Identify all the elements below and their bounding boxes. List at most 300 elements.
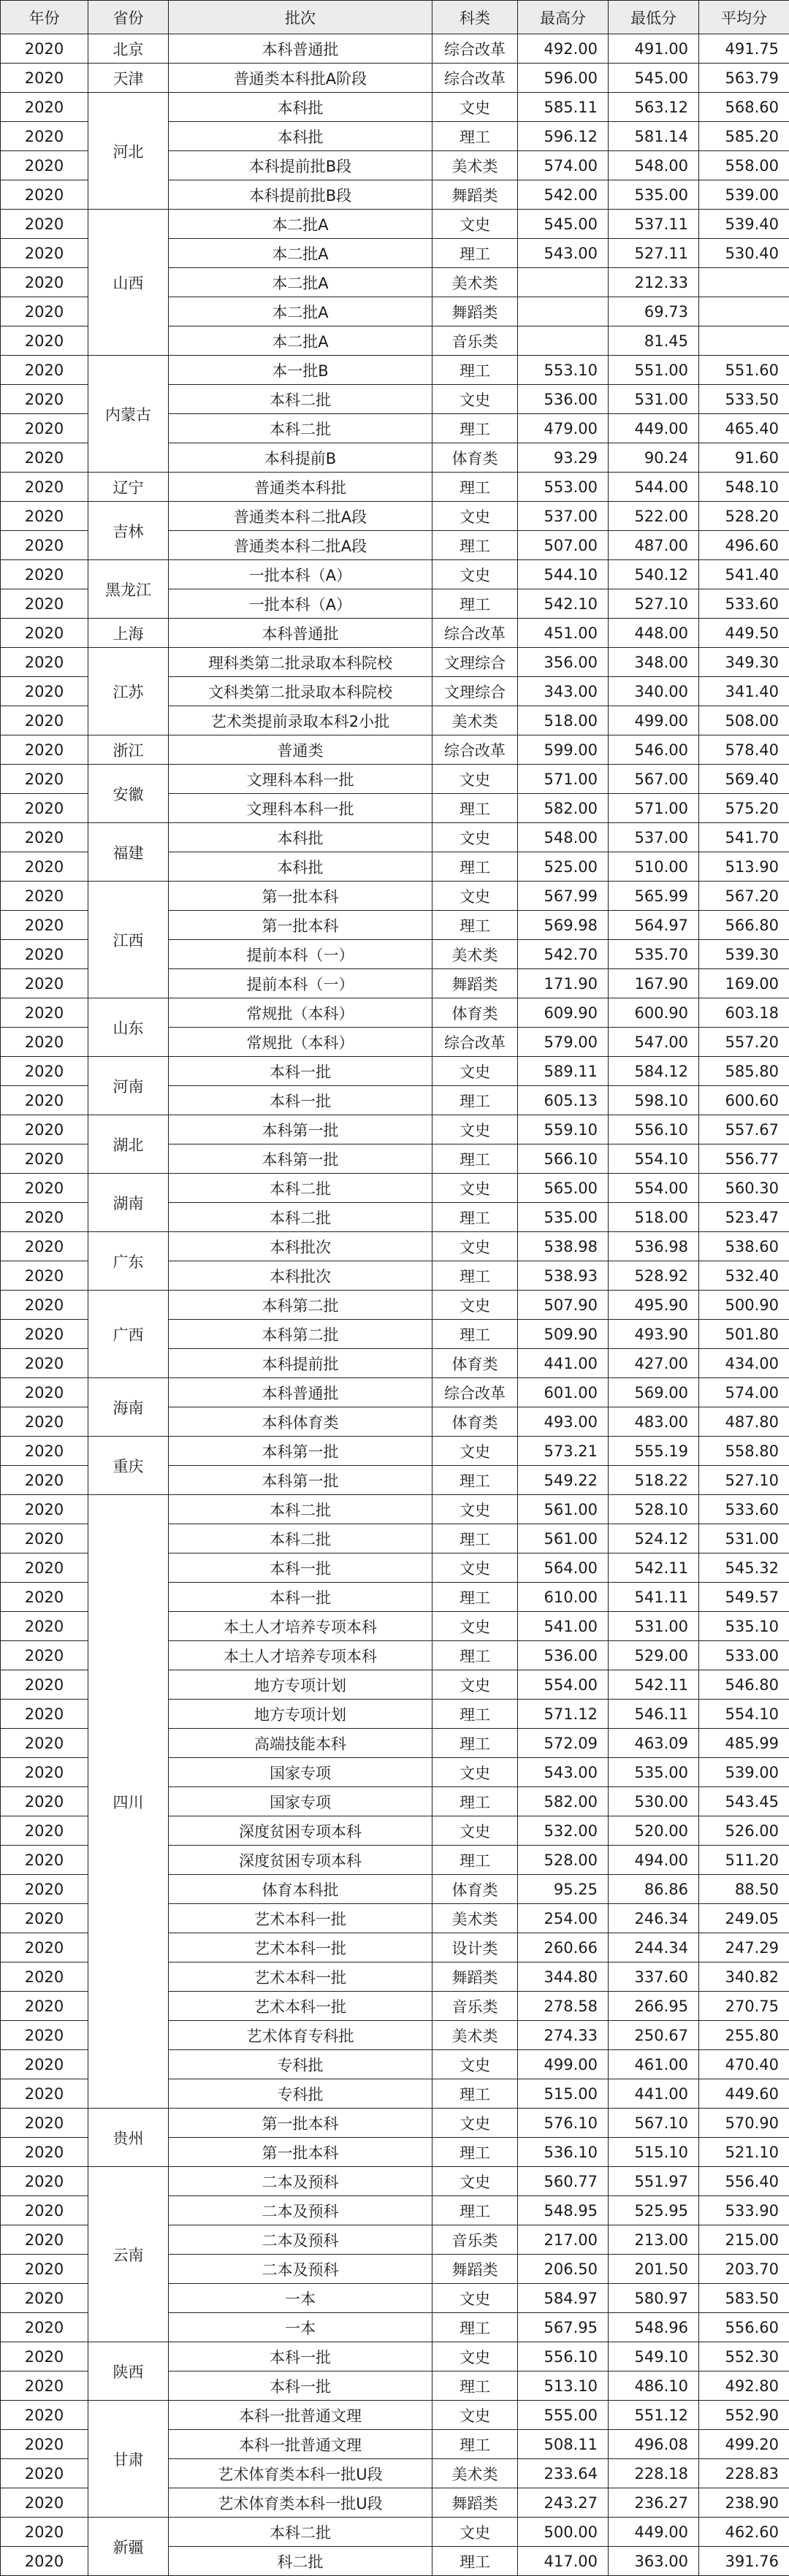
category-cell: 理工	[432, 1320, 518, 1349]
batch-cell: 本科一批	[169, 1583, 432, 1612]
avg-score-cell: 574.00	[699, 1378, 789, 1407]
category-cell: 文史	[432, 1670, 518, 1700]
province-cell: 海南	[88, 1378, 169, 1437]
avg-score-cell: 585.20	[699, 122, 789, 151]
category-cell: 文史	[432, 2284, 518, 2313]
min-score-cell: 529.00	[609, 1641, 699, 1670]
max-score-cell: 500.00	[518, 2518, 609, 2547]
province-cell: 北京	[88, 34, 169, 64]
min-score-cell: 167.90	[609, 969, 699, 998]
batch-cell: 二本及预科	[169, 2167, 432, 2196]
year-cell: 2020	[1, 1875, 88, 1904]
category-cell: 理工	[432, 1261, 518, 1291]
category-cell: 理工	[432, 1203, 518, 1232]
batch-cell: 本科批次	[169, 1261, 432, 1291]
table-row	[1, 765, 789, 794]
batch-cell: 本科二批	[169, 1174, 432, 1203]
category-cell: 理工	[432, 1466, 518, 1495]
year-cell: 2020	[1, 1933, 88, 1962]
province-cell: 重庆	[88, 1437, 169, 1495]
avg-score-cell: 247.29	[699, 1933, 789, 1962]
table-row	[1, 648, 789, 677]
batch-cell: 本科一批	[169, 1553, 432, 1583]
batch-cell: 普通类本科批	[169, 473, 432, 502]
category-cell: 文史	[432, 1553, 518, 1583]
category-cell: 文史	[432, 560, 518, 589]
table-row	[1, 2109, 789, 2138]
year-cell: 2020	[1, 2459, 88, 2488]
max-score-cell: 599.00	[518, 735, 609, 765]
max-score-cell: 532.00	[518, 1816, 609, 1846]
province-cell: 浙江	[88, 735, 169, 765]
batch-cell: 一本	[169, 2313, 432, 2342]
batch-cell: 第一批本科	[169, 2109, 432, 2138]
max-score-cell: 556.10	[518, 2342, 609, 2371]
batch-cell: 提前本科（一）	[169, 940, 432, 969]
max-score-cell: 541.00	[518, 1612, 609, 1641]
max-score-cell: 548.00	[518, 823, 609, 852]
year-cell: 2020	[1, 1437, 88, 1466]
year-cell: 2020	[1, 969, 88, 998]
batch-cell: 深度贫困专项本科	[169, 1816, 432, 1846]
table-row	[1, 619, 789, 648]
category-cell: 美术类	[432, 2459, 518, 2488]
min-score-cell: 531.00	[609, 385, 699, 414]
batch-cell: 本二批A	[169, 268, 432, 297]
category-cell: 文史	[432, 1495, 518, 1524]
year-cell: 2020	[1, 1700, 88, 1729]
table-row	[1, 1495, 789, 1524]
min-score-cell: 525.95	[609, 2196, 699, 2225]
batch-cell: 文科类第二批录取本科院校	[169, 677, 432, 706]
min-score-cell: 487.00	[609, 531, 699, 560]
category-cell: 舞蹈类	[432, 297, 518, 326]
category-cell: 综合改革	[432, 34, 518, 64]
batch-cell: 本科提前批B段	[169, 151, 432, 180]
province-cell: 云南	[88, 2167, 169, 2342]
category-cell: 文史	[432, 1115, 518, 1144]
min-score-cell: 494.00	[609, 1846, 699, 1875]
year-cell: 2020	[1, 268, 88, 297]
batch-cell: 本科普通批	[169, 619, 432, 648]
avg-score-cell: 538.60	[699, 1232, 789, 1261]
avg-score-cell	[699, 326, 789, 356]
year-cell: 2020	[1, 2255, 88, 2284]
avg-score-cell: 557.20	[699, 1028, 789, 1057]
avg-score-cell: 523.47	[699, 1203, 789, 1232]
category-cell: 音乐类	[432, 2225, 518, 2255]
avg-score-cell: 470.40	[699, 2050, 789, 2079]
table-row	[1, 1437, 789, 1466]
min-score-cell: 547.00	[609, 1028, 699, 1057]
max-score-cell: 518.00	[518, 706, 609, 735]
min-score-cell: 542.11	[609, 1670, 699, 1700]
max-score-cell: 254.00	[518, 1904, 609, 1933]
min-score-cell: 567.00	[609, 765, 699, 794]
max-score-cell: 571.00	[518, 765, 609, 794]
max-score-cell: 451.00	[518, 619, 609, 648]
min-score-cell: 564.97	[609, 911, 699, 940]
year-cell: 2020	[1, 414, 88, 443]
min-score-cell: 528.92	[609, 1261, 699, 1291]
min-score-cell: 551.00	[609, 356, 699, 385]
year-cell: 2020	[1, 1758, 88, 1787]
category-cell: 文史	[432, 2109, 518, 2138]
max-score-cell: 549.22	[518, 1466, 609, 1495]
category-cell: 文史	[432, 2401, 518, 2430]
max-score-cell: 545.00	[518, 210, 609, 239]
category-cell: 综合改革	[432, 1378, 518, 1407]
max-score-cell: 538.93	[518, 1261, 609, 1291]
category-cell: 文史	[432, 1174, 518, 1203]
year-cell: 2020	[1, 1670, 88, 1700]
year-cell: 2020	[1, 1028, 88, 1057]
table-row	[1, 560, 789, 589]
batch-cell: 本科二批	[169, 1495, 432, 1524]
category-cell: 理工	[432, 2196, 518, 2225]
min-score-cell: 555.19	[609, 1437, 699, 1466]
batch-cell: 专科批	[169, 2079, 432, 2109]
batch-cell: 国家专项	[169, 1787, 432, 1816]
min-score-cell: 535.00	[609, 1758, 699, 1787]
avg-score-cell: 567.20	[699, 882, 789, 911]
batch-cell: 艺术本科一批	[169, 1962, 432, 1992]
province-cell: 广西	[88, 1291, 169, 1378]
min-score-cell: 510.00	[609, 852, 699, 882]
avg-score-cell: 465.40	[699, 414, 789, 443]
year-cell: 2020	[1, 1524, 88, 1553]
avg-score-cell: 501.80	[699, 1320, 789, 1349]
category-cell: 体育类	[432, 998, 518, 1028]
category-cell: 文史	[432, 210, 518, 239]
category-cell: 理工	[432, 122, 518, 151]
avg-score-cell: 169.00	[699, 969, 789, 998]
year-cell: 2020	[1, 210, 88, 239]
category-cell: 体育类	[432, 1407, 518, 1437]
batch-cell: 国家专项	[169, 1758, 432, 1787]
max-score-cell	[518, 268, 609, 297]
max-score-cell: 95.25	[518, 1875, 609, 1904]
table-row	[1, 34, 789, 64]
category-cell: 理工	[432, 1700, 518, 1729]
max-score-cell: 576.10	[518, 2109, 609, 2138]
header-batch: 批次	[169, 1, 432, 34]
category-cell: 综合改革	[432, 64, 518, 93]
avg-score-cell: 255.80	[699, 2021, 789, 2050]
min-score-cell: 448.00	[609, 619, 699, 648]
category-cell: 文史	[432, 2342, 518, 2371]
avg-score-cell: 556.77	[699, 1144, 789, 1174]
avg-score-cell: 492.80	[699, 2371, 789, 2401]
min-score-cell: 244.34	[609, 1933, 699, 1962]
max-score-cell: 567.99	[518, 882, 609, 911]
batch-cell: 本科二批	[169, 1203, 432, 1232]
min-score-cell: 493.90	[609, 1320, 699, 1349]
avg-score-cell: 546.80	[699, 1670, 789, 1700]
year-cell: 2020	[1, 2138, 88, 2167]
category-cell: 理工	[432, 2313, 518, 2342]
year-cell: 2020	[1, 122, 88, 151]
table-row	[1, 1174, 789, 1203]
max-score-cell: 596.12	[518, 122, 609, 151]
province-cell: 上海	[88, 619, 169, 648]
max-score-cell: 548.95	[518, 2196, 609, 2225]
min-score-cell: 496.08	[609, 2430, 699, 2459]
year-cell: 2020	[1, 2167, 88, 2196]
avg-score-cell: 560.30	[699, 1174, 789, 1203]
avg-score-cell: 556.60	[699, 2313, 789, 2342]
avg-score-cell: 566.80	[699, 911, 789, 940]
max-score-cell: 601.00	[518, 1378, 609, 1407]
min-score-cell: 449.00	[609, 2518, 699, 2547]
year-cell: 2020	[1, 2401, 88, 2430]
year-cell: 2020	[1, 1962, 88, 1992]
batch-cell: 艺术本科一批	[169, 1933, 432, 1962]
max-score-cell: 559.10	[518, 1115, 609, 1144]
category-cell: 理工	[432, 239, 518, 268]
max-score-cell: 525.00	[518, 852, 609, 882]
avg-score-cell: 203.70	[699, 2255, 789, 2284]
category-cell: 文史	[432, 1057, 518, 1086]
year-cell: 2020	[1, 2371, 88, 2401]
year-cell: 2020	[1, 1466, 88, 1495]
category-cell: 设计类	[432, 1933, 518, 1962]
max-score-cell: 554.00	[518, 1670, 609, 1700]
avg-score-cell: 434.00	[699, 1349, 789, 1378]
year-cell: 2020	[1, 823, 88, 852]
min-score-cell: 541.11	[609, 1583, 699, 1612]
province-cell: 天津	[88, 64, 169, 93]
category-cell: 理工	[432, 1524, 518, 1553]
max-score-cell: 605.13	[518, 1086, 609, 1115]
table-row	[1, 473, 789, 502]
min-score-cell: 548.96	[609, 2313, 699, 2342]
avg-score-cell: 531.00	[699, 1524, 789, 1553]
batch-cell: 本一批B	[169, 356, 432, 385]
min-score-cell: 527.10	[609, 589, 699, 619]
category-cell: 文史	[432, 502, 518, 531]
avg-score-cell	[699, 297, 789, 326]
avg-score-cell: 228.83	[699, 2459, 789, 2488]
batch-cell: 本科一批	[169, 1057, 432, 1086]
table-header	[1, 1, 789, 34]
batch-cell: 普通类本科二批A段	[169, 502, 432, 531]
table-row	[1, 2518, 789, 2547]
category-cell: 文史	[432, 2518, 518, 2547]
year-cell: 2020	[1, 2109, 88, 2138]
max-score-cell: 567.95	[518, 2313, 609, 2342]
max-score-cell: 553.10	[518, 356, 609, 385]
max-score-cell: 356.00	[518, 648, 609, 677]
batch-cell: 本科二批	[169, 414, 432, 443]
category-cell: 理工	[432, 1583, 518, 1612]
category-cell: 文史	[432, 1232, 518, 1261]
avg-score-cell: 548.10	[699, 473, 789, 502]
year-cell: 2020	[1, 1846, 88, 1875]
batch-cell: 本科二批	[169, 1524, 432, 1553]
category-cell: 体育类	[432, 1875, 518, 1904]
max-score-cell: 596.00	[518, 64, 609, 93]
batch-cell: 本二批A	[169, 297, 432, 326]
category-cell: 体育类	[432, 443, 518, 473]
year-cell: 2020	[1, 1086, 88, 1115]
category-cell: 理工	[432, 1729, 518, 1758]
category-cell: 理工	[432, 794, 518, 823]
year-cell: 2020	[1, 706, 88, 735]
table-row	[1, 882, 789, 911]
min-score-cell: 250.67	[609, 2021, 699, 2050]
batch-cell: 艺术本科一批	[169, 1992, 432, 2021]
batch-cell: 常规批（本科）	[169, 1028, 432, 1057]
max-score-cell	[518, 326, 609, 356]
category-cell: 美术类	[432, 706, 518, 735]
max-score-cell: 564.00	[518, 1553, 609, 1583]
year-cell: 2020	[1, 560, 88, 589]
year-cell: 2020	[1, 1057, 88, 1086]
year-cell: 2020	[1, 473, 88, 502]
batch-cell: 艺术体育类本科一批U段	[169, 2488, 432, 2518]
category-cell: 美术类	[432, 2021, 518, 2050]
year-cell: 2020	[1, 1583, 88, 1612]
avg-score-cell: 485.99	[699, 1729, 789, 1758]
table-row	[1, 735, 789, 765]
avg-score-cell: 215.00	[699, 2225, 789, 2255]
min-score-cell: 598.10	[609, 1086, 699, 1115]
batch-cell: 本科二批	[169, 385, 432, 414]
year-cell: 2020	[1, 326, 88, 356]
province-cell: 江西	[88, 882, 169, 998]
province-cell: 内蒙古	[88, 356, 169, 473]
batch-cell: 二本及预科	[169, 2225, 432, 2255]
min-score-cell: 486.10	[609, 2371, 699, 2401]
max-score-cell: 513.10	[518, 2371, 609, 2401]
category-cell: 舞蹈类	[432, 1962, 518, 1992]
avg-score-cell: 545.32	[699, 1553, 789, 1583]
max-score-cell: 589.11	[518, 1057, 609, 1086]
batch-cell: 本科提前批B段	[169, 180, 432, 210]
category-cell: 文理综合	[432, 677, 518, 706]
max-score-cell: 579.00	[518, 1028, 609, 1057]
category-cell: 文史	[432, 1816, 518, 1846]
max-score-cell: 574.00	[518, 151, 609, 180]
batch-cell: 深度贫困专项本科	[169, 1846, 432, 1875]
avg-score-cell: 511.20	[699, 1846, 789, 1875]
province-cell: 湖南	[88, 1174, 169, 1232]
avg-score-cell: 539.40	[699, 210, 789, 239]
year-cell: 2020	[1, 765, 88, 794]
max-score-cell: 543.00	[518, 239, 609, 268]
avg-score-cell: 508.00	[699, 706, 789, 735]
year-cell: 2020	[1, 911, 88, 940]
year-cell: 2020	[1, 1174, 88, 1203]
max-score-cell: 565.00	[518, 1174, 609, 1203]
min-score-cell: 584.12	[609, 1057, 699, 1086]
province-cell: 辽宁	[88, 473, 169, 502]
year-cell: 2020	[1, 2342, 88, 2371]
batch-cell: 一批本科（A）	[169, 589, 432, 619]
batch-cell: 二本及预科	[169, 2196, 432, 2225]
table-row	[1, 1115, 789, 1144]
year-cell: 2020	[1, 356, 88, 385]
table-row	[1, 823, 789, 852]
avg-score-cell	[699, 268, 789, 297]
avg-score-cell: 340.82	[699, 1962, 789, 1992]
max-score-cell: 417.00	[518, 2547, 609, 2576]
year-cell: 2020	[1, 1115, 88, 1144]
batch-cell: 本科第一批	[169, 1437, 432, 1466]
avg-score-cell: 533.50	[699, 385, 789, 414]
category-cell: 舞蹈类	[432, 2488, 518, 2518]
batch-cell: 本科二批	[169, 2518, 432, 2547]
table-row	[1, 2342, 789, 2371]
header-min-score: 最低分	[609, 1, 699, 34]
year-cell: 2020	[1, 1904, 88, 1933]
batch-cell: 一批本科（A）	[169, 560, 432, 589]
year-cell: 2020	[1, 1612, 88, 1641]
min-score-cell: 546.00	[609, 735, 699, 765]
avg-score-cell: 541.70	[699, 823, 789, 852]
min-score-cell: 563.12	[609, 93, 699, 122]
batch-cell: 本二批A	[169, 239, 432, 268]
batch-cell: 普通类	[169, 735, 432, 765]
max-score-cell: 93.29	[518, 443, 609, 473]
min-score-cell: 499.00	[609, 706, 699, 735]
year-cell: 2020	[1, 1203, 88, 1232]
batch-cell: 理科类第二批录取本科院校	[169, 648, 432, 677]
category-cell: 理工	[432, 2138, 518, 2167]
min-score-cell: 266.95	[609, 1992, 699, 2021]
year-cell: 2020	[1, 2313, 88, 2342]
year-cell: 2020	[1, 1729, 88, 1758]
year-cell: 2020	[1, 940, 88, 969]
batch-cell: 文理科本科一批	[169, 794, 432, 823]
batch-cell: 本土人才培养专项本科	[169, 1641, 432, 1670]
year-cell: 2020	[1, 1787, 88, 1816]
year-cell: 2020	[1, 1349, 88, 1378]
max-score-cell: 493.00	[518, 1407, 609, 1437]
batch-cell: 本土人才培养专项本科	[169, 1612, 432, 1641]
province-cell: 山东	[88, 998, 169, 1057]
province-cell: 河北	[88, 93, 169, 210]
batch-cell: 艺术体育专科批	[169, 2021, 432, 2050]
category-cell: 文史	[432, 823, 518, 852]
year-cell: 2020	[1, 2430, 88, 2459]
avg-score-cell: 487.80	[699, 1407, 789, 1437]
table-row	[1, 210, 789, 239]
max-score-cell	[518, 297, 609, 326]
max-score-cell: 571.12	[518, 1700, 609, 1729]
batch-cell: 高端技能本科	[169, 1729, 432, 1758]
max-score-cell: 536.00	[518, 1641, 609, 1670]
category-cell: 文史	[432, 1612, 518, 1641]
avg-score-cell: 270.75	[699, 1992, 789, 2021]
max-score-cell: 509.90	[518, 1320, 609, 1349]
avg-score-cell: 526.00	[699, 1816, 789, 1846]
max-score-cell: 479.00	[518, 414, 609, 443]
category-cell: 理工	[432, 2371, 518, 2401]
avg-score-cell: 533.90	[699, 2196, 789, 2225]
category-cell: 理工	[432, 2547, 518, 2576]
category-cell: 文理综合	[432, 648, 518, 677]
avg-score-cell: 500.90	[699, 1291, 789, 1320]
min-score-cell: 522.00	[609, 502, 699, 531]
max-score-cell: 561.00	[518, 1495, 609, 1524]
min-score-cell: 537.11	[609, 210, 699, 239]
avg-score-cell: 575.20	[699, 794, 789, 823]
category-cell: 理工	[432, 473, 518, 502]
avg-score-cell: 449.60	[699, 2079, 789, 2109]
header-year: 年份	[1, 1, 88, 34]
